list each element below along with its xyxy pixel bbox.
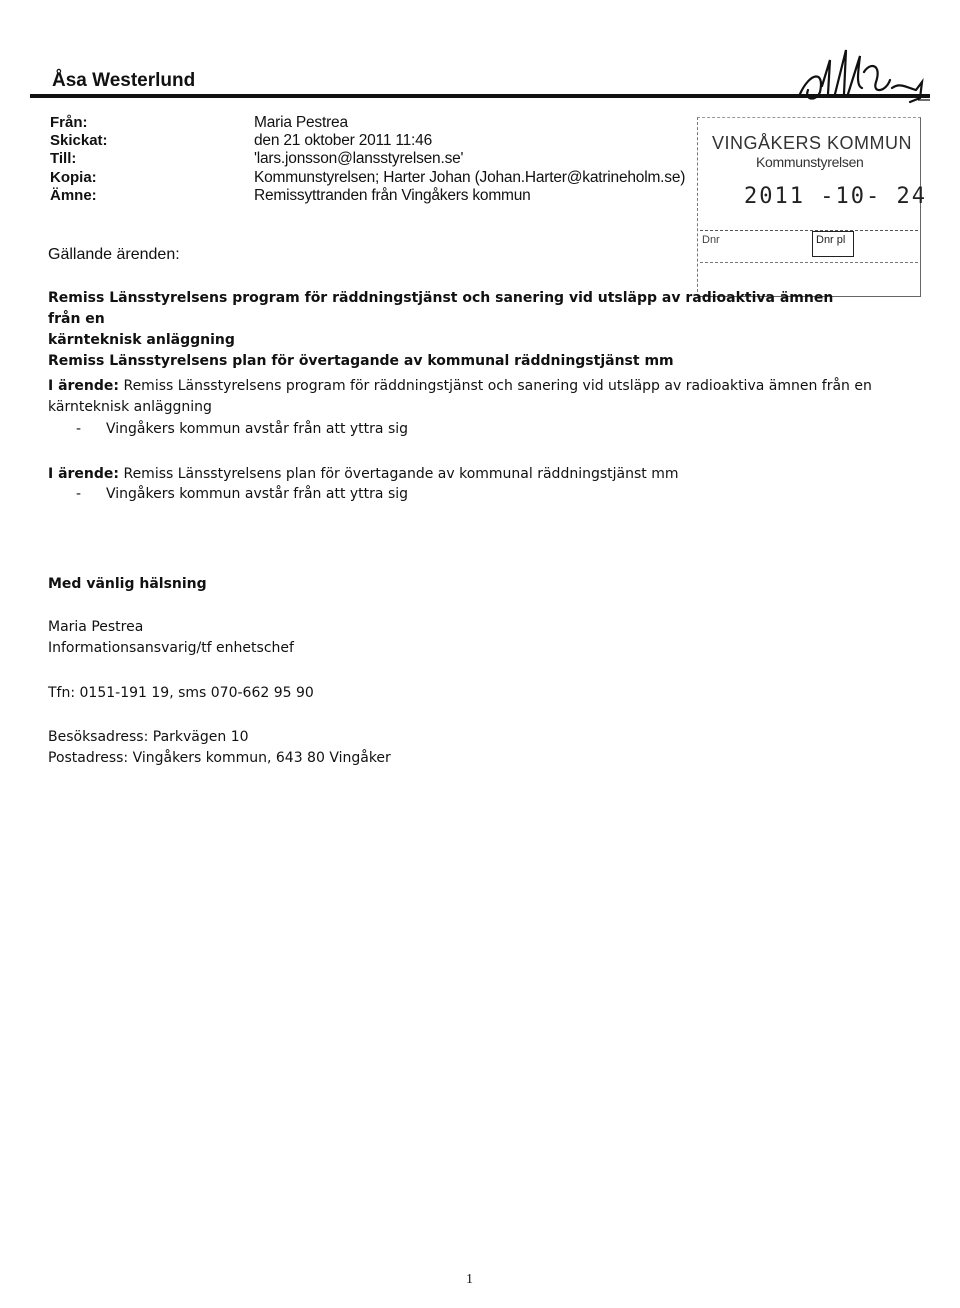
cc-label: Kopia: — [50, 169, 97, 186]
closing-greeting: Med vänlig hälsning — [48, 576, 207, 592]
subject-list — [48, 288, 848, 372]
subject-label: Ämne: — [50, 187, 97, 204]
matter-1 — [48, 376, 908, 418]
cc-value: Kommunstyrelsen; Harter Johan (Johan.Harter@katrineholm.se) — [254, 169, 686, 186]
stamp-divider — [700, 230, 918, 232]
postal-address: Postadress: Vingåkers kommun, 643 80 Vingåker — [48, 750, 391, 766]
stamp-dnr-label: Dnr — [702, 234, 720, 246]
document-owner-name: Åsa Westerlund — [52, 70, 196, 91]
subject-line: Remiss Länsstyrelsens plan för övertagande av kommunal räddningstjänst mm — [48, 353, 674, 369]
sender-name: Maria Pestrea — [48, 619, 144, 635]
concerning-label: Gällande ärenden: — [48, 246, 180, 263]
stamp-subtitle: Kommunstyrelsen — [756, 154, 864, 170]
page-number: 1 — [466, 1272, 473, 1287]
stamp-date: 2011 -10- 24 — [744, 184, 927, 209]
subject-value: Remissyttranden från Vingåkers kommun — [254, 187, 531, 204]
subject-line: Remiss Länsstyrelsens program för räddningstjänst och sanering vid utsläpp av radioaktiva ämnen från en — [48, 290, 834, 327]
handwritten-signature — [790, 42, 940, 112]
stamp-title: VINGÅKERS KOMMUN — [712, 133, 913, 153]
to-value: 'lars.jonsson@lansstyrelsen.se' — [254, 150, 464, 167]
matter-response: Vingåkers kommun avstår från att yttra sig — [106, 486, 409, 502]
sender-block — [48, 617, 294, 659]
matter-label: I ärende: — [48, 378, 120, 394]
matter-text: Remiss Länsstyrelsens program för räddningstjänst och sanering vid utsläpp av radioaktiva ämnen från en — [119, 378, 872, 394]
to-label: Till: — [50, 150, 77, 167]
visit-address: Besöksadress: Parkvägen 10 — [48, 729, 249, 745]
matter-label: I ärende: — [48, 466, 120, 482]
matter-2 — [48, 464, 908, 485]
bullet-dash: - — [76, 421, 82, 437]
matter-text: kärnteknisk anläggning — [48, 399, 212, 415]
stamp-divider — [700, 262, 918, 264]
bullet-dash: - — [76, 486, 82, 502]
matter-response: Vingåkers kommun avstår från att yttra sig — [106, 421, 409, 437]
subject-line: kärnteknisk anläggning — [48, 332, 235, 348]
address-block — [48, 727, 391, 769]
sent-value: den 21 oktober 2011 11:46 — [254, 132, 432, 149]
from-label: Från: — [50, 114, 88, 131]
from-value: Maria Pestrea — [254, 114, 348, 131]
phone-numbers: Tfn: 0151-191 19, sms 070-662 95 90 — [48, 685, 314, 701]
sender-title: Informationsansvarig/tf enhetschef — [48, 640, 294, 656]
stamp-dnr-pl-label: Dnr pl — [816, 234, 846, 246]
matter-text: Remiss Länsstyrelsens plan för övertagande av kommunal räddningstjänst mm — [119, 466, 679, 482]
sent-label: Skickat: — [50, 132, 108, 149]
